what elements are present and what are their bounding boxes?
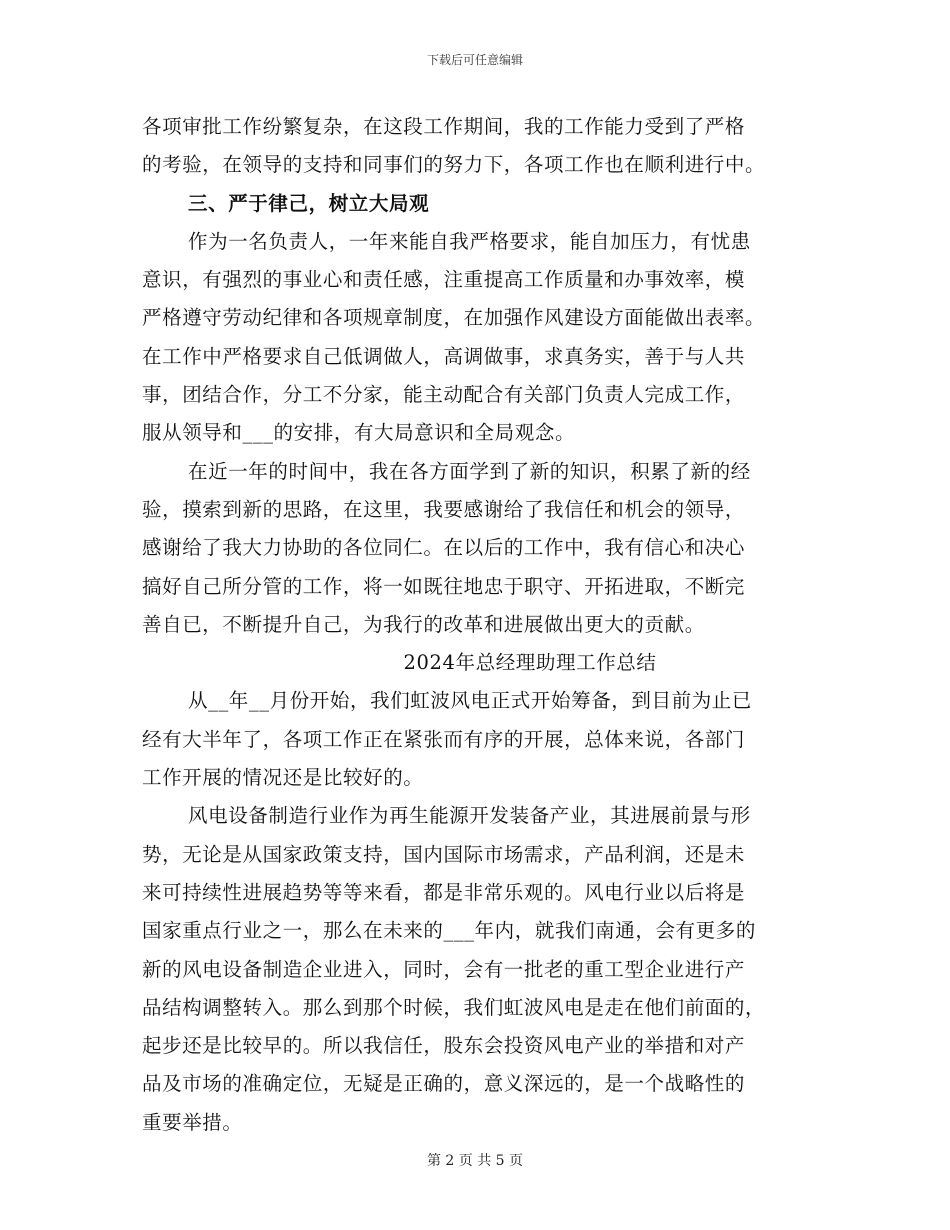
body-line: 严格遵守劳动纪律和各项规章制度，在加强作风建设方面能做出表率。 <box>142 306 766 330</box>
body-line: 事，团结合作，分工不分家，能主动配合有关部门负责人完成工作， <box>142 383 746 407</box>
body-line: 国家重点行业之一，那么在未来的___年内，就我们南通，会有更多的 <box>142 919 756 943</box>
section-heading: 三、严于律己，树立大局观 <box>188 191 430 215</box>
body-line: 感谢给了我大力协助的各位同仁。在以后的工作中，我有信心和决心 <box>142 536 746 560</box>
body-line: 作为一名负责人，一年来能自我严格要求，能自加压力，有忧患 <box>188 229 751 253</box>
body-line: 服从领导和___的安排，有大局意识和全局观念。 <box>142 421 576 445</box>
document-body <box>142 108 822 1142</box>
body-line: 意识，有强烈的事业心和责任感，注重提高工作质量和办事效率，模 <box>142 268 746 292</box>
body-line: 工作开展的情况还是比较好的。 <box>142 766 424 790</box>
body-line: 势，无论是从国家政策支持，国内国际市场需求，产品利润，还是未 <box>142 842 746 866</box>
body-line: 善自已，不断提升自己，为我行的改革和进展做出更大的贡献。 <box>142 612 705 636</box>
page-header: 下载后可任意编辑 <box>426 53 523 67</box>
document-title: 2024年总经理助理工作总结 <box>403 651 657 675</box>
body-line: 品及市场的准确定位，无疑是正确的，意义深远的，是一个战略性的 <box>142 1072 746 1096</box>
body-line: 风电设备制造行业作为再生能源开发装备产业，其进展前景与形 <box>188 804 751 828</box>
body-line: 来可持续性进展趋势等等来看，都是非常乐观的。风电行业以后将是 <box>142 880 746 904</box>
body-line: 经有大半年了，各项工作正在紧张而有序的开展，总体来说，各部门 <box>142 727 746 751</box>
page-footer: 第 2 页 共 5 页 <box>426 1153 524 1169</box>
body-line: 各项审批工作纷繁复杂，在这段工作期间，我的工作能力受到了严格 <box>142 115 746 138</box>
body-line: 从__年__月份开始，我们虹波风电正式开始筹备，到目前为止已 <box>188 689 753 713</box>
body-line: 起步还是比较早的。所以我信任，股东会投资风电产业的举措和对产 <box>142 1034 746 1058</box>
body-line: 在近一年的时间中，我在各方面学到了新的知识，积累了新的经 <box>188 459 751 483</box>
body-line: 的考验，在领导的支持和同事们的努力下，各项工作也在顺利进行中。 <box>142 153 766 177</box>
body-line: 品结构调整转入。那么到那个时候，我们虹波风电是走在他们前面的， <box>142 995 766 1019</box>
body-line: 重要举措。 <box>142 1110 243 1134</box>
body-line: 新的风电设备制造企业进入，同时，会有一批老的重工型企业进行产 <box>142 957 746 981</box>
body-line: 搞好自己所分管的工作，将一如既往地忠于职守、开拓进取，不断完 <box>142 574 746 598</box>
body-line: 在工作中严格要求自己低调做人，高调做事，求真务实，善于与人共 <box>142 344 746 368</box>
body-line: 验，摸索到新的思路，在这里，我要感谢给了我信任和机会的领导， <box>142 497 746 521</box>
